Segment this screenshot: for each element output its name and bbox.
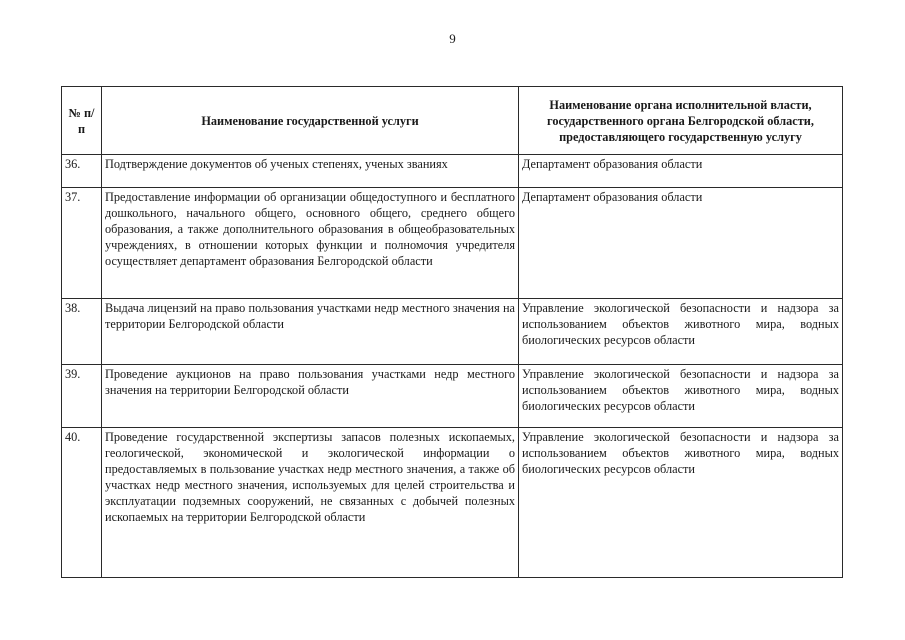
services-table: [61, 86, 843, 578]
row-service: Проведение государственной экспертизы запасов полезных ископаемых, геологической, экономической и экологической информации о предоставляемых в пользование участках недр местного значения, а также об участках недр местного значения, используемых для целей строительства и эксплуатации подземных сооружений, не связанных с добычей полезных ископаемых на территории Белгородской области: [102, 428, 519, 578]
page-number: 9: [449, 31, 456, 46]
row-num: 39.: [62, 365, 102, 428]
row-num: 40.: [62, 428, 102, 578]
table-row: [62, 428, 843, 578]
row-authority: Управление экологической безопасности и надзора за использованием объектов животного мира, водных биологических ресурсов области: [519, 299, 843, 365]
table-header-row: [62, 87, 843, 155]
row-num: 38.: [62, 299, 102, 365]
header-authority: Наименование органа исполнительной власти, государственного органа Белгородской области, предоставляющего государственную услугу: [519, 87, 843, 155]
row-authority: Управление экологической безопасности и надзора за использованием объектов животного мира, водных биологических ресурсов области: [519, 365, 843, 428]
row-service: Проведение аукционов на право пользования участками недр местного значения на территории Белгородской области: [102, 365, 519, 428]
row-service: Выдача лицензий на право пользования участками недр местного значения на территории Белгородской области: [102, 299, 519, 365]
row-authority: Департамент образования области: [519, 188, 843, 299]
row-num: 36.: [62, 155, 102, 188]
table-row: [62, 299, 843, 365]
row-num: 37.: [62, 188, 102, 299]
table-row: [62, 155, 843, 188]
header-service: Наименование государственной услуги: [102, 87, 519, 155]
row-authority: Департамент образования области: [519, 155, 843, 188]
row-authority: Управление экологической безопасности и надзора за использованием объектов животного мира, водных биологических ресурсов области: [519, 428, 843, 578]
row-service: Подтверждение документов об ученых степенях, ученых званиях: [102, 155, 519, 188]
header-num: № п/п: [62, 87, 102, 155]
table-row: [62, 365, 843, 428]
table-row: [62, 188, 843, 299]
row-service: Предоставление информации об организации общедоступного и бесплатного дошкольного, начального общего, основного общего, среднего общего образования, а также дополнительного образования в общеобразовательных учреждениях, в отношении которых функции и полномочия учредителя осуществляет департамент образования Белгородской области: [102, 188, 519, 299]
